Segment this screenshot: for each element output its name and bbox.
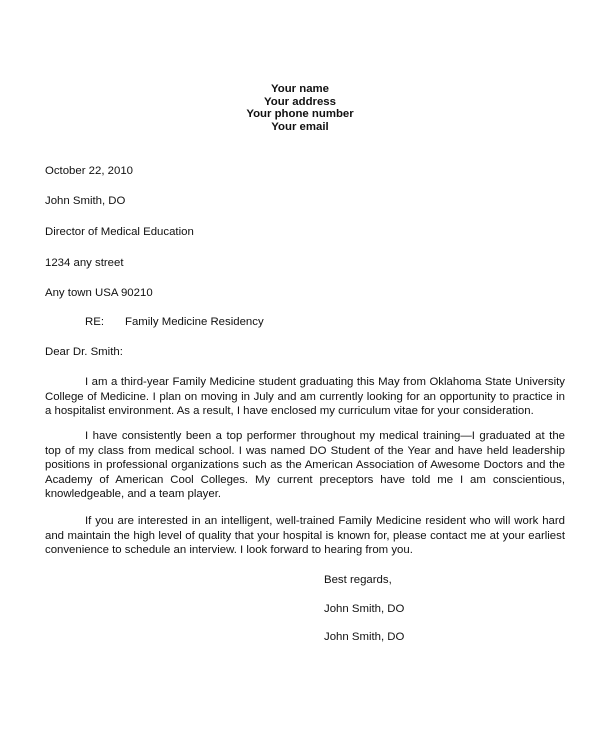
body-paragraph-1	[45, 375, 565, 419]
letter-date: October 22, 2010	[45, 165, 134, 177]
sender-email: Your email	[271, 120, 329, 133]
sender-phone: Your phone number	[246, 108, 354, 121]
body-paragraph-3	[45, 514, 565, 558]
subject-label: RE:	[85, 316, 104, 328]
sender-name: Your name	[270, 83, 330, 95]
salutation: Dear Dr. Smith:	[45, 346, 123, 358]
sender-header	[0, 83, 600, 133]
signature: John Smith, DO	[324, 603, 405, 615]
sender-address: Your address	[264, 95, 336, 108]
subject-text: Family Medicine Residency	[125, 316, 264, 328]
body-paragraph-1-text: I am a third-year Family Medicine student graduating this May from Oklahoma State University College of Medicine. I plan on moving in July and am currently looking for an opportunity to practice in a hospitalist environment. As a result, I have enclosed my curriculum vitae for your consideration.	[45, 376, 565, 418]
recipient-name: John Smith, DO	[45, 195, 126, 207]
body-paragraph-2-text: I have consistently been a top performer throughout my medical training—I graduated at the top of my class from medical school. I was named DO Student of the Year and have held leadership positions in professional organizations such as the American Association of Awesome Doctors and the Academy of American Cool Colleges. My current preceptors have told me I am conscientious, knowledgeable, and a team player.	[45, 430, 565, 501]
recipient-title: Director of Medical Education	[45, 226, 194, 238]
typed-name: John Smith, DO	[324, 631, 405, 643]
recipient-city: Any town USA 90210	[45, 287, 153, 299]
recipient-street: 1234 any street	[45, 257, 124, 269]
body-paragraph-3-text: If you are interested in an intelligent, well-trained Family Medicine resident who will work hard and maintain the high level of quality that your hospital is known for, please contact me at your earliest convenience to schedule an interview. I look forward to hearing from you.	[45, 515, 565, 557]
body-paragraph-2	[45, 429, 565, 502]
valediction: Best regards,	[324, 574, 392, 586]
